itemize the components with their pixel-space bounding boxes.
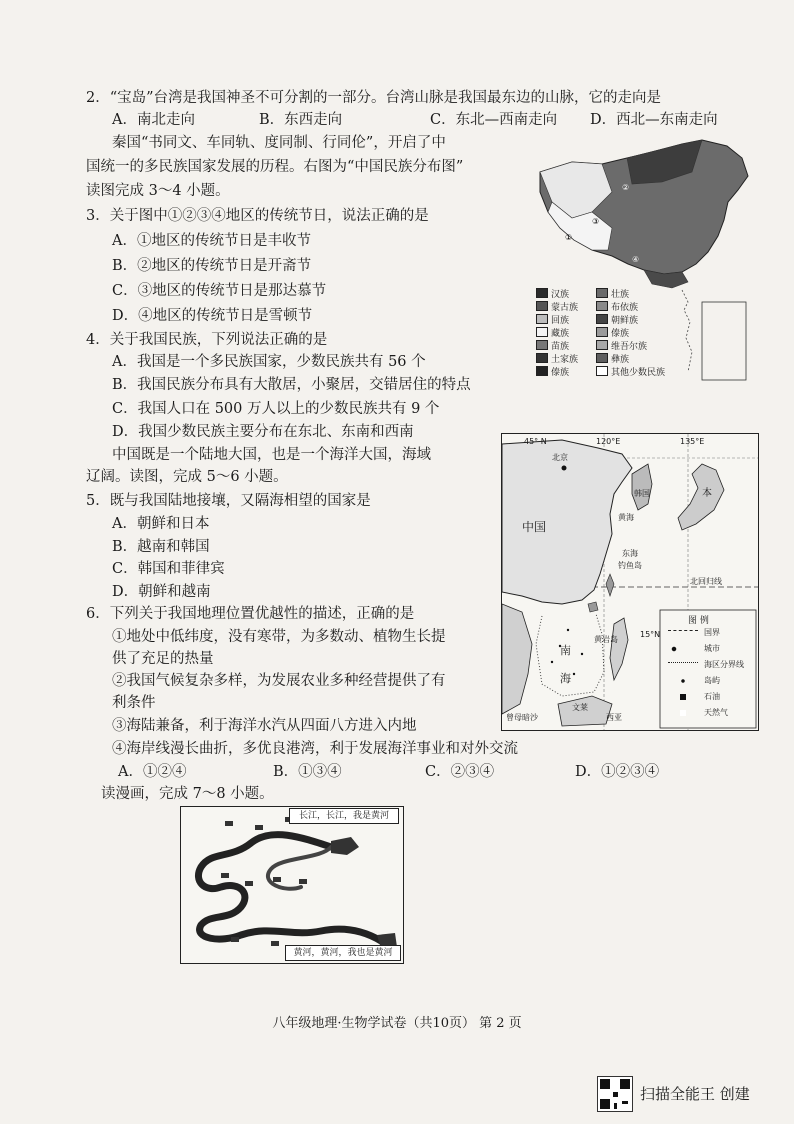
legend-item — [536, 301, 578, 314]
map-legend-symbol — [668, 646, 698, 652]
q2-option-a: A．南北走向 — [112, 112, 195, 128]
q5-option-c: C．韩国和菲律宾 — [112, 561, 225, 577]
legend-label: 藏族 — [551, 329, 570, 339]
comic-top-bubble: 长江，长江，我是黄河 — [289, 808, 399, 824]
legend-swatch — [596, 301, 608, 311]
label-zengmu: 曾母暗沙 — [506, 713, 538, 722]
page-footer: 八年级地理·生物学试卷（共10页） 第 2 页 — [272, 1016, 522, 1031]
legend-swatch — [536, 288, 548, 298]
map-legend-symbol — [668, 662, 698, 669]
q5-option-b: B．越南和韩国 — [112, 539, 210, 555]
label-tropic: 北回归线 — [690, 577, 722, 586]
q2-option-b: B．东西走向 — [259, 112, 343, 128]
marker-1: ① — [565, 233, 573, 242]
q6-statement-1b: 供了充足的热量 — [112, 651, 214, 667]
legend-item — [596, 353, 629, 366]
marker-2: ② — [622, 183, 630, 192]
legend-item — [596, 340, 647, 353]
legend-label: 朝鲜族 — [611, 316, 639, 326]
hainan — [588, 602, 598, 612]
map-legend-symbol — [668, 678, 698, 684]
legend-label: 傣族 — [551, 368, 570, 378]
q6-option-b: B．①③④ — [273, 764, 342, 780]
legend-item — [536, 353, 578, 366]
q4-stem: 4．关于我国民族，下列说法正确的是 — [86, 332, 328, 348]
q6-option-c: C．②③④ — [425, 764, 495, 780]
q2-stem: 2．“宝岛”台湾是我国神圣不可分割的一部分。台湾山脉是我国最东边的山脉，它的走向是 — [86, 90, 662, 106]
legend-swatch — [596, 366, 608, 376]
legend-label: 彝族 — [611, 355, 630, 365]
q6-statement-3: ③海陆兼备，利于海洋水汽从四面八方进入内地 — [112, 718, 417, 734]
q6-stem: 6．下列关于我国地理位置优越性的描述，正确的是 — [86, 606, 415, 622]
q4-option-b: B．我国民族分布具有大散居，小聚居，交错居住的特点 — [112, 377, 471, 393]
legend-item — [596, 327, 629, 340]
q3-stem: 3．关于图中①②③④地区的传统节日，说法正确的是 — [86, 208, 429, 224]
qr-code-icon — [597, 1076, 633, 1112]
south-sea-inset — [702, 302, 746, 380]
legend-swatch — [536, 301, 548, 311]
q3-option-a: A．①地区的传统节日是丰收节 — [112, 233, 311, 249]
label-japan: 本 — [702, 488, 712, 499]
legend-label: 汉族 — [551, 290, 570, 300]
q3-option-d: D．④地区的传统节日是雪顿节 — [112, 308, 313, 324]
location-map-figure — [501, 433, 759, 731]
intro78: 读漫画，完成 7～8 小题。 — [101, 786, 274, 802]
legend-swatch — [536, 366, 548, 376]
q6-statement-4: ④海岸线漫长曲折，多优良港湾，利于发展海洋事业和对外交流 — [112, 741, 518, 757]
q5-option-d: D．朝鲜和越南 — [112, 584, 211, 600]
legend-swatch — [596, 288, 608, 298]
label-135e: 135°E — [680, 437, 705, 446]
q4-option-c: C．我国人口在 500 万人以上的少数民族共有 9 个 — [112, 401, 440, 417]
q4-option-d: D．我国少数民族主要分布在东北、东南和西南 — [112, 424, 414, 440]
legend-item — [536, 340, 569, 353]
legend-item — [536, 366, 569, 379]
japan — [678, 464, 724, 530]
dragon-head-top — [331, 837, 359, 855]
label-45n: 45° N — [524, 437, 547, 446]
comic-bottom-bubble: 黄河，黄河，我也是黄河 — [285, 945, 401, 961]
label-15n: 15°N — [640, 630, 661, 639]
label-east-sea: 东海 — [622, 549, 638, 558]
q6-statement-2b: 利条件 — [112, 695, 156, 711]
q6-statement-2a: ②我国气候复杂多样，为发展农业多种经营提供了有 — [112, 673, 446, 689]
label-beijing: 北京 — [552, 453, 568, 462]
legend-swatch — [536, 327, 548, 337]
indochina — [502, 604, 532, 714]
map-legend-symbol — [668, 710, 698, 716]
legend-swatch — [596, 314, 608, 324]
legend-label: 布依族 — [611, 303, 639, 313]
legend-label: 回族 — [551, 316, 570, 326]
legend-label: 土家族 — [551, 355, 579, 365]
legend-swatch — [536, 340, 548, 350]
comic-drawing — [181, 807, 403, 963]
legend-swatch — [596, 353, 608, 363]
marker-4: ④ — [632, 255, 640, 264]
legend-label: 苗族 — [551, 342, 570, 352]
scanner-watermark: 扫描全能王 创建 — [640, 1085, 750, 1103]
comic-figure — [180, 806, 404, 964]
legend-item — [536, 327, 569, 340]
beijing-dot — [562, 466, 567, 471]
legend-label: 蒙古族 — [551, 303, 579, 313]
q4-option-a: A．我国是一个多民族国家，少数民族共有 56 个 — [112, 354, 426, 370]
q6-statement-1a: ①地处中低纬度，没有寒带，为多数动、植物生长提 — [112, 629, 446, 645]
map-legend-item: 石油 — [704, 692, 720, 701]
philippines — [610, 618, 628, 680]
label-diaoyu: 钓鱼岛 — [618, 561, 642, 570]
legend-swatch — [536, 353, 548, 363]
label-wenlai: 文莱 — [572, 703, 588, 712]
legend-item — [596, 366, 665, 379]
label-malaysia: 西亚 — [606, 713, 622, 722]
legend-swatch — [596, 327, 608, 337]
legend-label: 傣族 — [611, 329, 630, 339]
map-legend-item: 国界 — [704, 628, 720, 637]
legend-item — [596, 314, 638, 327]
legend-item — [596, 301, 638, 314]
legend-title: 图 例 — [688, 616, 709, 626]
legend-item — [536, 314, 569, 327]
label-korea: 韩国 — [634, 489, 650, 498]
map-legend-item: 城市 — [704, 644, 720, 653]
q2-option-d: D．西北—东南走向 — [590, 112, 718, 128]
legend-swatch — [536, 314, 548, 324]
legend-label: 维吾尔族 — [611, 342, 648, 352]
korean-peninsula — [632, 464, 652, 510]
legend-item — [596, 288, 629, 301]
intro56-line2: 辽阔。读图，完成 5～6 小题。 — [86, 469, 288, 485]
map-legend-item: 天然气 — [704, 708, 728, 717]
q6-option-d: D．①②③④ — [575, 764, 660, 780]
marker-3: ③ — [592, 217, 600, 226]
legend-swatch — [596, 340, 608, 350]
map-legend-symbol — [668, 694, 698, 700]
label-hai: 海 — [560, 672, 571, 685]
label-nan: 南 — [560, 644, 571, 657]
intro56-line1: 中国既是一个陆地大国，也是一个海洋大国，海域 — [112, 447, 431, 463]
map-legend-symbol — [668, 630, 698, 637]
intro34-line1: 秦国“书同文、车同轨、度同制、行同伦”，开启了中 — [112, 135, 446, 151]
label-huangyan: 黄岩岛 — [594, 635, 618, 644]
intro34-line3: 读图完成 3～4 小题。 — [86, 183, 230, 199]
q2-option-c: C．东北—西南走向 — [430, 112, 558, 128]
q3-option-c: C．③地区的传统节日是那达慕节 — [112, 283, 327, 299]
legend-label: 壮族 — [611, 290, 630, 300]
q6-option-a: A．①②④ — [118, 764, 187, 780]
label-yellow-sea: 黄海 — [618, 513, 634, 522]
ethnic-map-figure — [532, 132, 756, 388]
map-legend-item: 海区分界线 — [704, 660, 744, 669]
south-sea-boundary — [682, 290, 692, 372]
q3-option-b: B．②地区的传统节日是开斋节 — [112, 258, 312, 274]
taiwan — [606, 574, 614, 596]
legend-item — [536, 288, 569, 301]
map-legend-item: 岛屿 — [704, 676, 720, 685]
label-120e: 120°E — [596, 437, 621, 446]
label-china: 中国 — [522, 520, 547, 534]
intro34-line2: 国统一的多民族国家发展的历程。右图为“中国民族分布图” — [86, 159, 464, 175]
q5-option-a: A．朝鲜和日本 — [112, 516, 210, 532]
legend-label: 其他少数民族 — [611, 368, 666, 378]
q5-stem: 5．既与我国陆地接壤，又隔海相望的国家是 — [86, 493, 371, 509]
